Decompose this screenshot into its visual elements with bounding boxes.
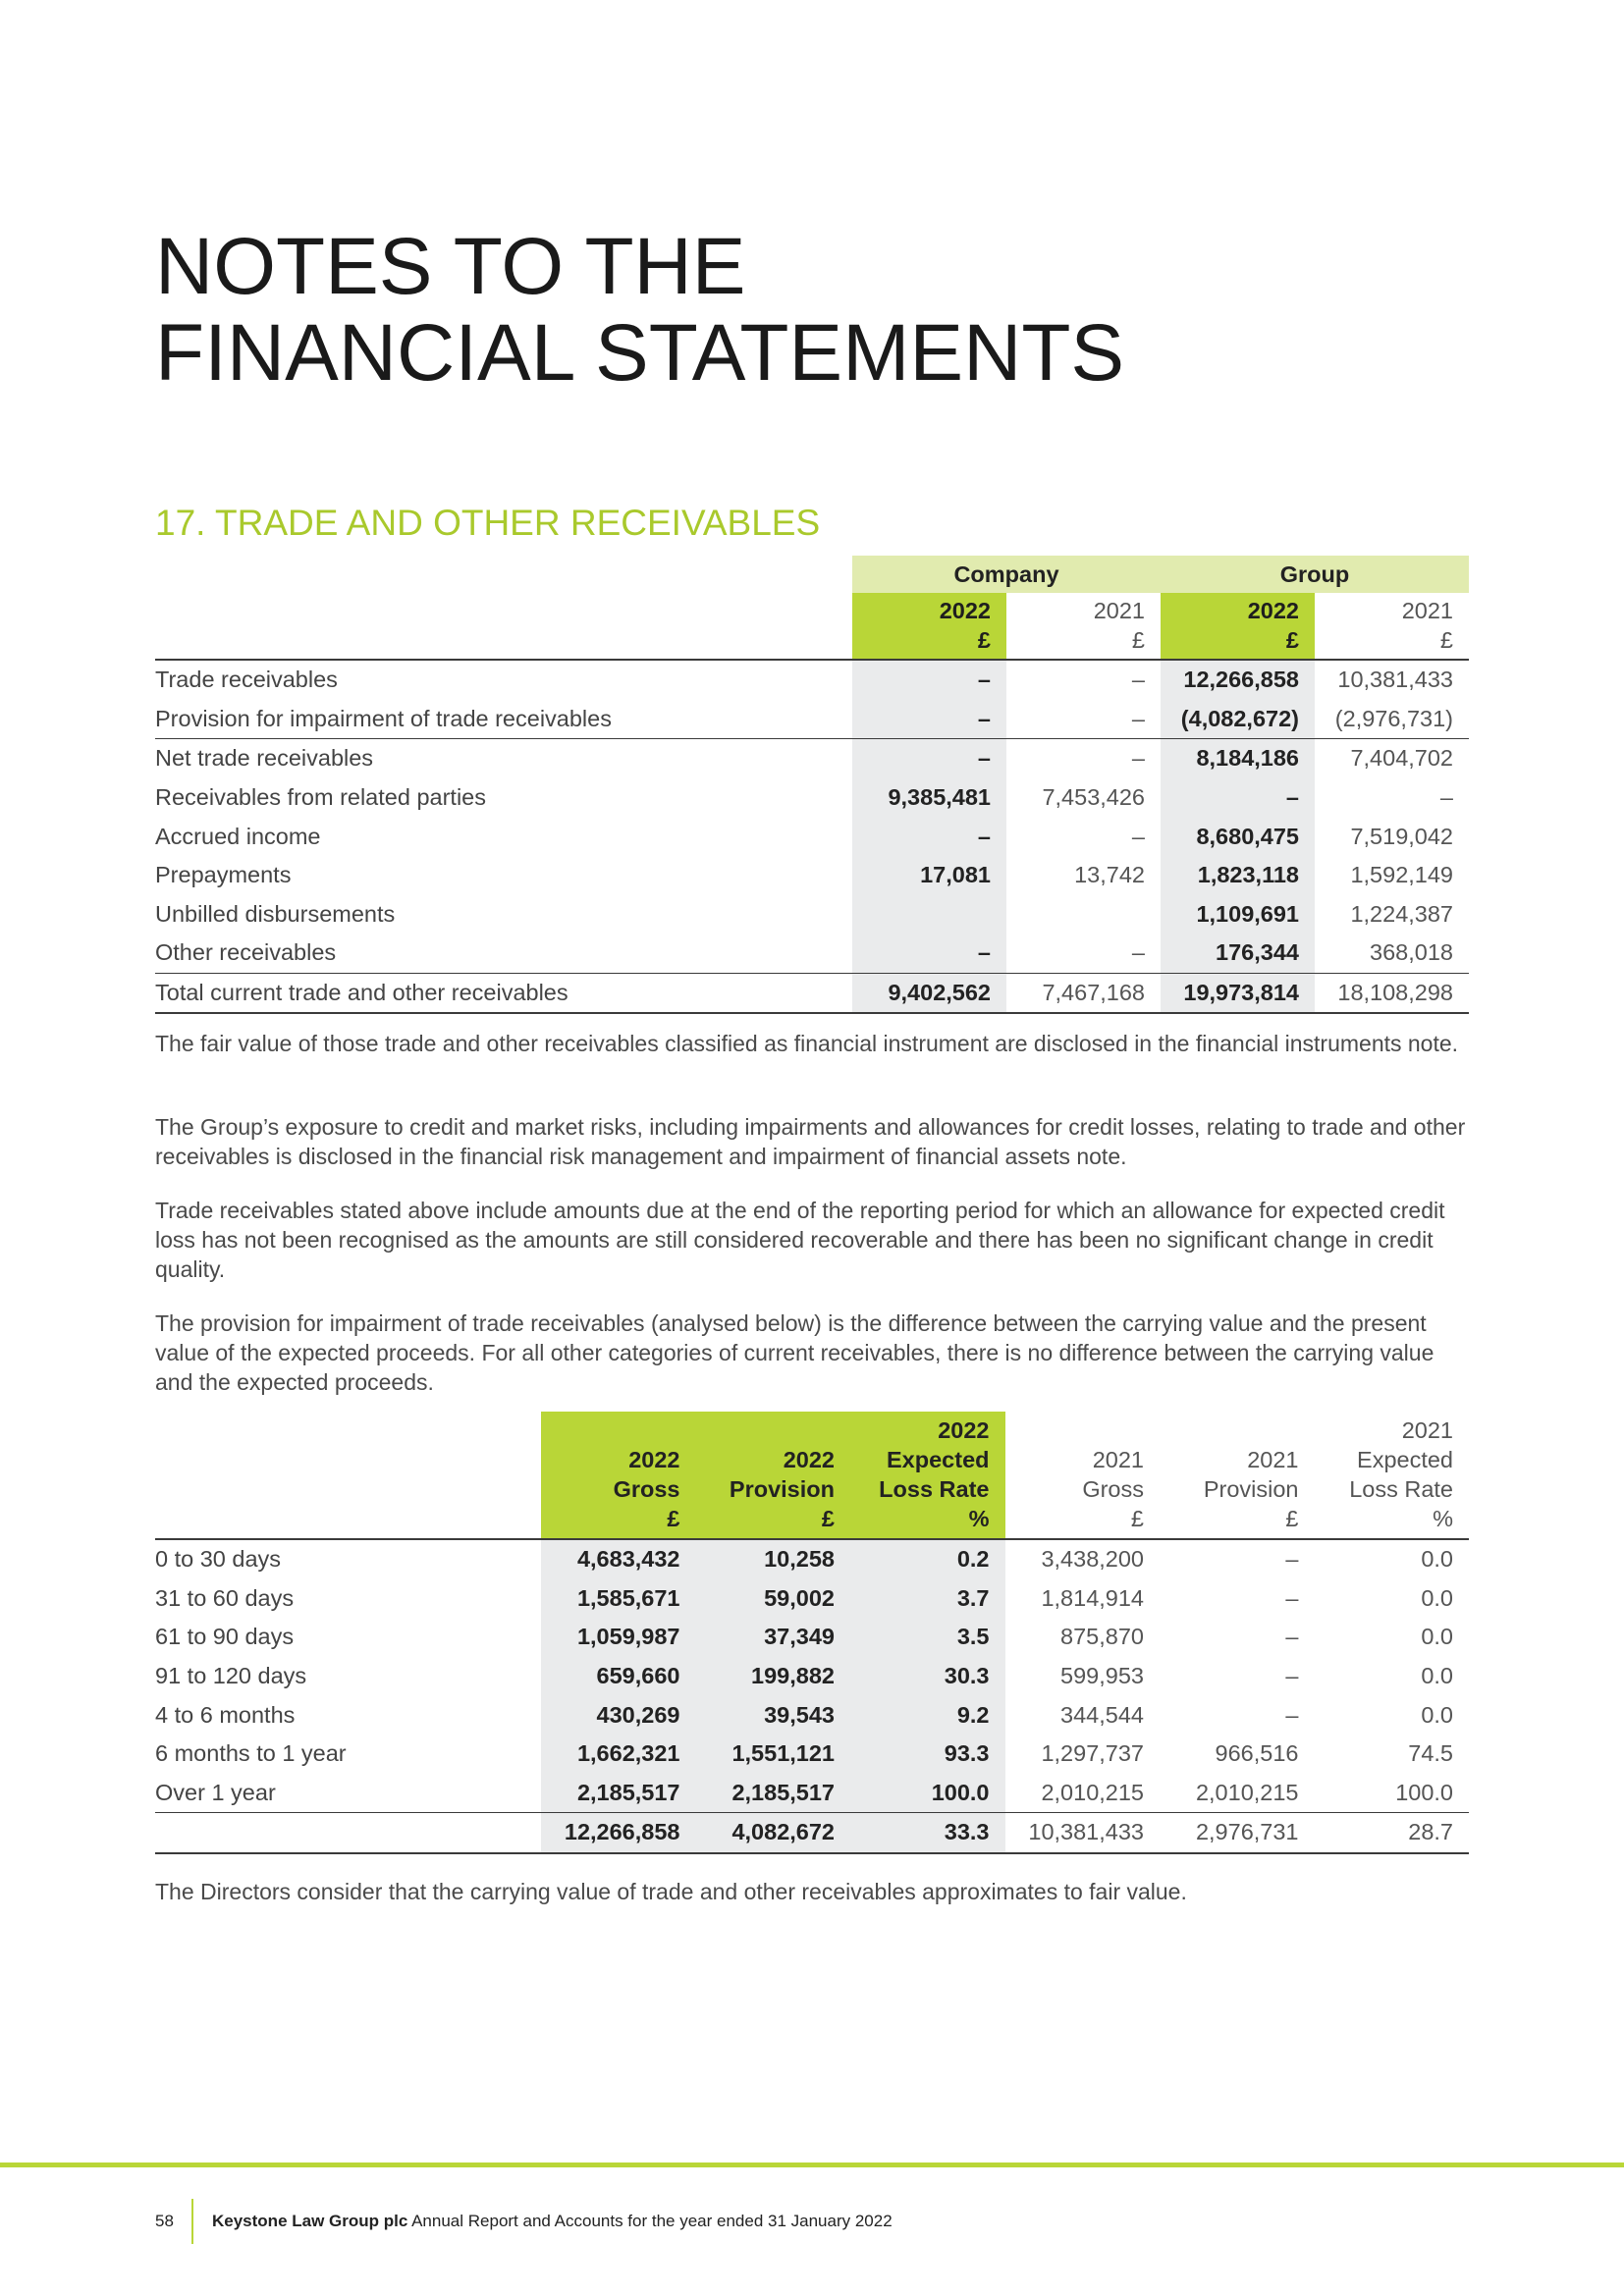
value-cell: 430,269 (541, 1695, 696, 1735)
value-cell: 966,516 (1215, 1740, 1299, 1767)
value-cell: 3.7 (850, 1579, 1005, 1619)
value-cell: 0.2 (850, 1539, 1005, 1579)
row-label: Accrued income (155, 823, 321, 849)
value-cell: 1,585,671 (541, 1579, 696, 1619)
row-label: Unbilled disbursements (155, 900, 396, 927)
blank-header-cell (155, 556, 852, 593)
value-cell: 2,010,215 (1160, 1774, 1315, 1813)
value-cell: 7,467,168 (1006, 973, 1161, 1013)
table-row (155, 1657, 1469, 1696)
value-cell: 1,662,321 (541, 1735, 696, 1774)
year-header-group-2022: 2022 £ (1161, 593, 1315, 660)
value-cell: 8,184,186 (1161, 739, 1315, 778)
footer-text (212, 2212, 893, 2231)
value-cell: 0.0 (1421, 1546, 1453, 1573)
value-cell: 18,108,298 (1315, 973, 1469, 1013)
value-cell: – (1285, 1663, 1299, 1689)
value-cell: – (1131, 823, 1145, 849)
footer-report-title: Annual Report and Accounts for the year ended 31 January 2022 (407, 2212, 893, 2230)
value-cell: 10,381,433 (1005, 1813, 1161, 1853)
row-label: Prepayments (155, 862, 292, 888)
value-cell: 7,404,702 (1350, 745, 1453, 772)
row-label: 4 to 6 months (155, 1701, 296, 1728)
value-cell: – (852, 934, 1006, 973)
value-cell: 10,258 (696, 1539, 851, 1579)
year-header-company-2022: 2022 £ (852, 593, 1006, 660)
value-cell: 199,882 (696, 1657, 851, 1696)
value-cell: 28.7 (1315, 1813, 1470, 1853)
value-cell: 368,018 (1315, 934, 1469, 973)
ageing-header-row (155, 1412, 1469, 1539)
header-2022-gross: 2022 Gross £ (541, 1412, 696, 1539)
row-label: Total current trade and other receivables (155, 973, 852, 1013)
group-header-row (155, 556, 1469, 593)
receivables-table (155, 556, 1469, 1014)
value-cell: 9,385,481 (852, 778, 1006, 818)
row-label: 61 to 90 days (155, 1624, 295, 1650)
paragraph-credit-risk: The Group’s exposure to credit and market risks, including impairments and allowances for credit losses, relating to trade and other receivables is disclosed in the financial risk management and impairment of financial assets note. (155, 1114, 1466, 1169)
value-cell: 2,976,731 (1160, 1813, 1315, 1853)
value-cell (1006, 895, 1161, 934)
row-label: Trade receivables (155, 667, 338, 693)
table-row (155, 895, 1469, 934)
row-label: 0 to 30 days (155, 1546, 282, 1573)
table-row (155, 660, 1469, 700)
value-cell: 2,010,215 (1005, 1774, 1161, 1813)
year-header-row (155, 593, 1469, 660)
value-cell: 1,551,121 (696, 1735, 851, 1774)
value-cell: 599,953 (1060, 1663, 1144, 1689)
value-cell: 10,381,433 (1337, 667, 1453, 693)
table-row (155, 1539, 1469, 1579)
row-label: Provision for impairment of trade receivables (155, 700, 852, 739)
value-cell: – (1131, 667, 1145, 693)
value-cell: 7,453,426 (1042, 784, 1145, 811)
value-cell: – (1285, 1584, 1299, 1611)
value-cell (852, 895, 1006, 934)
value-cell: 659,660 (541, 1657, 696, 1696)
value-cell: – (1006, 700, 1161, 739)
value-cell: – (852, 700, 1006, 739)
value-cell: (4,082,672) (1161, 700, 1315, 739)
row-label: 91 to 120 days (155, 1663, 307, 1689)
table-row (155, 934, 1469, 973)
value-cell: 176,344 (1161, 934, 1315, 973)
value-cell: (2,976,731) (1315, 700, 1469, 739)
value-cell: 37,349 (696, 1618, 851, 1657)
value-cell: – (1285, 1624, 1299, 1650)
header-2022-provision: 2022 Provision £ (696, 1412, 851, 1539)
footer-company: Keystone Law Group plc (212, 2212, 408, 2230)
header-2021-gross: 2021 Gross £ (1005, 1412, 1161, 1539)
value-cell: 59,002 (696, 1579, 851, 1619)
value-cell: 93.3 (850, 1735, 1005, 1774)
paragraph-expected-credit-loss: Trade receivables stated above include amounts due at the end of the reporting period for which an allowance for expected credit loss has not been recognised as the amounts are still considered recoverable and there has been no significant change in credit quality. (155, 1198, 1445, 1282)
page-title-line-2: FINANCIAL STATEMENTS (155, 308, 1125, 398)
year-header-group-2021: 2021 £ (1315, 593, 1469, 660)
value-cell: 17,081 (852, 856, 1006, 895)
value-cell: 0.0 (1421, 1701, 1453, 1728)
value-cell: 74.5 (1408, 1740, 1453, 1767)
header-2021-provision: 2021 Provision £ (1160, 1412, 1315, 1539)
value-cell: – (1161, 778, 1315, 818)
table-row (155, 778, 1469, 818)
value-cell: 3.5 (850, 1618, 1005, 1657)
header-2022-loss-rate: 2022 Expected Loss Rate % (850, 1412, 1005, 1539)
value-cell: 4,683,432 (541, 1539, 696, 1579)
header-2021-loss-rate: 2021 Expected Loss Rate % (1315, 1412, 1470, 1539)
value-cell: 12,266,858 (1161, 660, 1315, 700)
year-header-company-2021: 2021 £ (1006, 593, 1161, 660)
value-cell: – (1006, 934, 1161, 973)
value-cell: 9.2 (850, 1695, 1005, 1735)
page-title (155, 224, 1124, 397)
table-row (155, 1774, 1469, 1813)
value-cell: 8,680,475 (1161, 817, 1315, 856)
table-row (155, 1579, 1469, 1619)
value-cell: – (852, 817, 1006, 856)
table-row (155, 817, 1469, 856)
blank-header-cell (155, 593, 852, 660)
value-cell: 12,266,858 (541, 1813, 696, 1853)
row-label: Net trade receivables (155, 745, 374, 772)
value-cell: 7,519,042 (1350, 823, 1453, 849)
value-cell: 33.3 (850, 1813, 1005, 1853)
value-cell: 30.3 (850, 1657, 1005, 1696)
footer-rule (0, 2163, 1624, 2167)
paragraph-directors: The Directors consider that the carrying value of trade and other receivables approximates to fair value. (155, 1879, 1187, 1904)
value-cell: – (1439, 784, 1453, 811)
paragraph-provision: The provision for impairment of trade receivables (analysed below) is the difference between the carrying value and the present value of the expected proceeds. For all other categories of current receivables, there is no difference between the carrying value and the expected proceeds. (155, 1310, 1435, 1395)
row-label: Other receivables (155, 934, 852, 973)
page-title-line-1: NOTES TO THE (155, 222, 746, 311)
row-label: Receivables from related parties (155, 784, 486, 811)
total-row (155, 1813, 1469, 1853)
value-cell: 0.0 (1421, 1584, 1453, 1611)
group-header-group: Group (1161, 556, 1469, 593)
table-row (155, 1618, 1469, 1657)
value-cell: 13,742 (1074, 862, 1145, 888)
value-cell: 9,402,562 (852, 973, 1006, 1013)
value-cell: 2,185,517 (541, 1774, 696, 1813)
table-row (155, 1695, 1469, 1735)
table-row (155, 856, 1469, 895)
value-cell: – (852, 739, 1006, 778)
value-cell: 3,438,200 (1041, 1546, 1144, 1573)
value-cell: 2,185,517 (696, 1774, 851, 1813)
value-cell: 19,973,814 (1161, 973, 1315, 1013)
row-label (155, 1813, 541, 1853)
value-cell: 1,059,987 (541, 1618, 696, 1657)
value-cell: – (852, 660, 1006, 700)
value-cell: 1,592,149 (1350, 862, 1453, 888)
value-cell: 4,082,672 (696, 1813, 851, 1853)
paragraph-fair-value: The fair value of those trade and other receivables classified as financial instrument are disclosed in the financial instruments note. (155, 1031, 1459, 1056)
value-cell: 344,544 (1060, 1701, 1144, 1728)
value-cell: 1,224,387 (1350, 900, 1453, 927)
value-cell: 0.0 (1421, 1624, 1453, 1650)
table-row (155, 739, 1469, 778)
value-cell: 0.0 (1421, 1663, 1453, 1689)
value-cell: 1,823,118 (1161, 856, 1315, 895)
section-heading: 17. TRADE AND OTHER RECEIVABLES (155, 503, 821, 543)
value-cell: – (1285, 1546, 1299, 1573)
value-cell: 100.0 (850, 1774, 1005, 1813)
row-label: Over 1 year (155, 1774, 541, 1813)
value-cell: 100.0 (1315, 1774, 1470, 1813)
value-cell: 39,543 (696, 1695, 851, 1735)
row-label: 31 to 60 days (155, 1584, 295, 1611)
page-number: 58 (155, 2212, 174, 2230)
table-row (155, 700, 1469, 739)
value-cell: 1,297,737 (1041, 1740, 1144, 1767)
row-label: 6 months to 1 year (155, 1740, 347, 1767)
value-cell: 1,814,914 (1041, 1584, 1144, 1611)
footer-divider (191, 2199, 193, 2244)
table-row (155, 1735, 1469, 1774)
total-row (155, 973, 1469, 1013)
value-cell: – (1131, 745, 1145, 772)
ageing-table (155, 1412, 1469, 1854)
group-header-company: Company (852, 556, 1161, 593)
blank-header-cell (155, 1412, 541, 1539)
value-cell: 875,870 (1060, 1624, 1144, 1650)
value-cell: – (1285, 1701, 1299, 1728)
value-cell: 1,109,691 (1161, 895, 1315, 934)
